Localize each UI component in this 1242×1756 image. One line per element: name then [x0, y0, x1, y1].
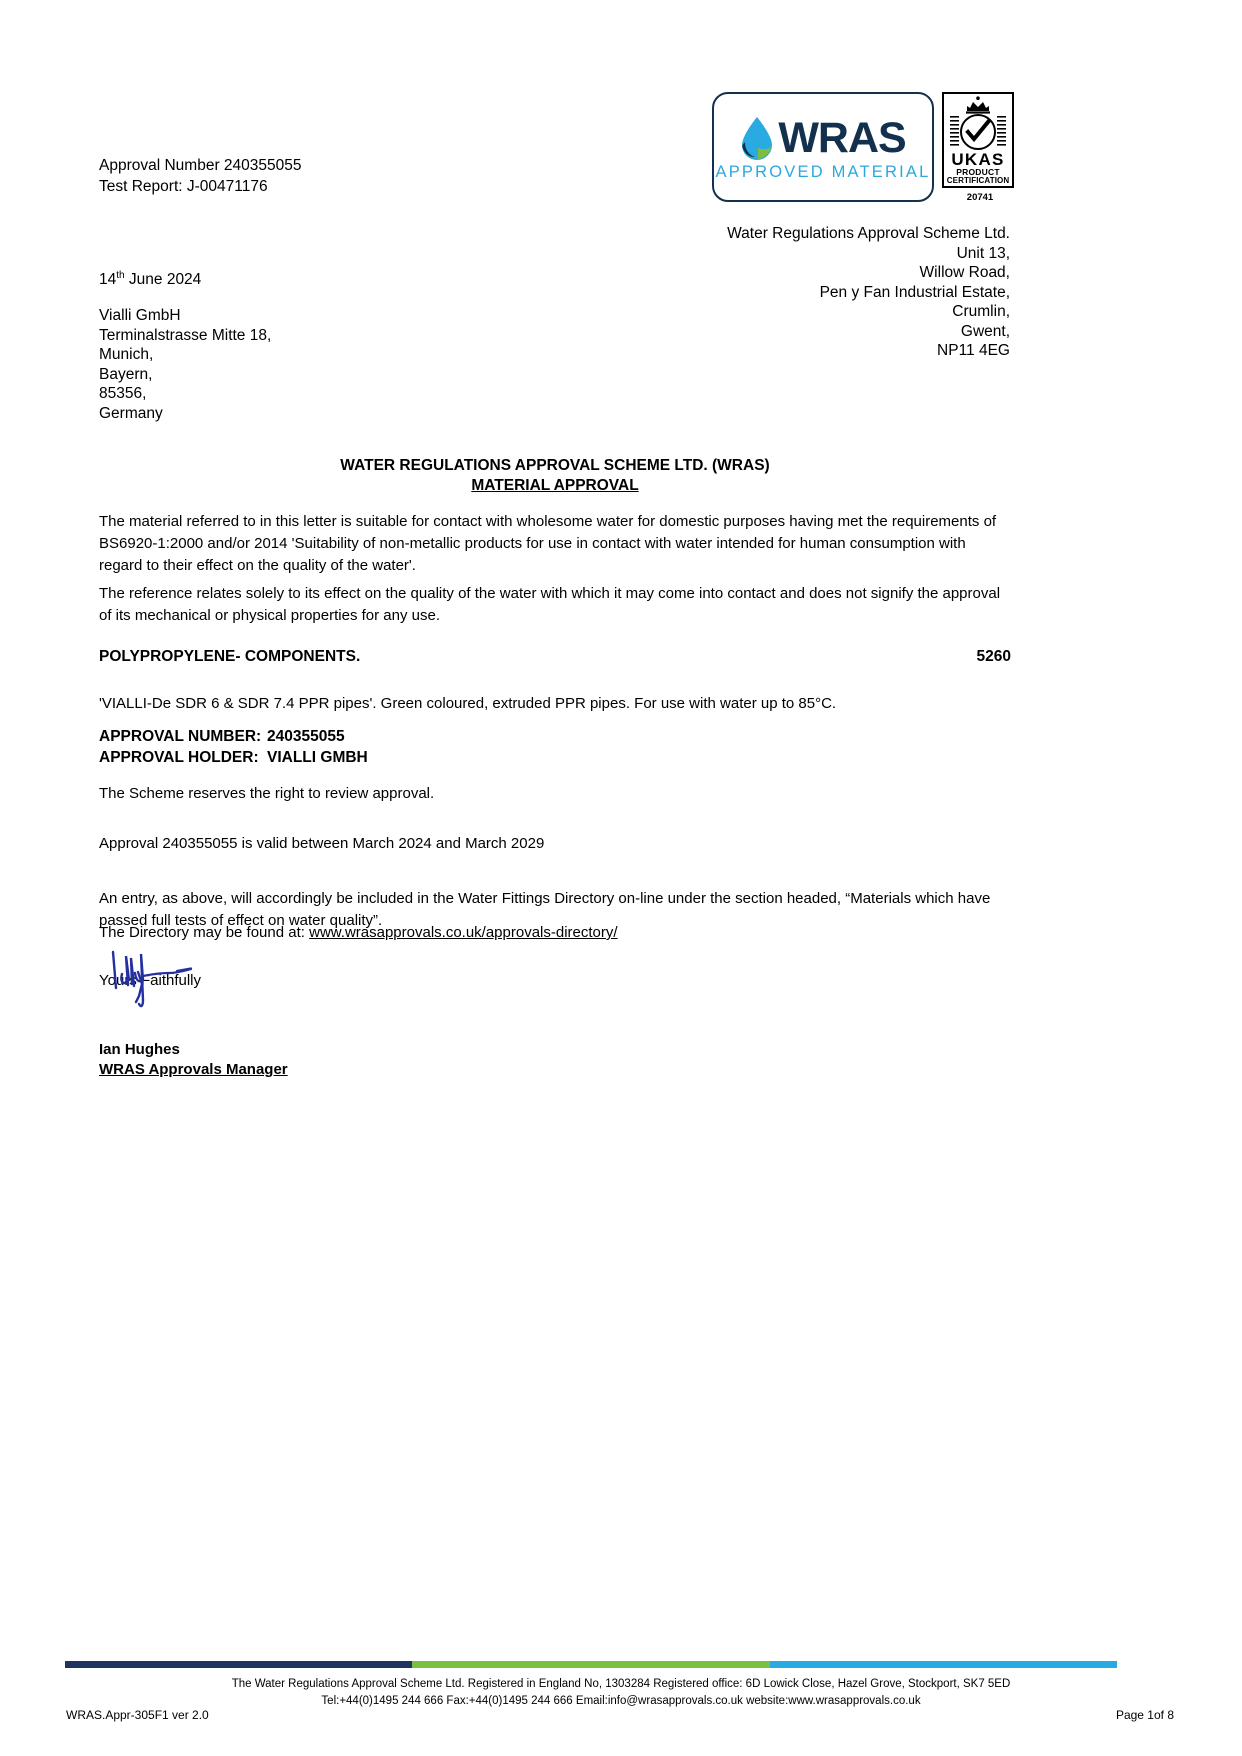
- directory-url-prefix: The Directory may be found at:: [99, 924, 310, 941]
- product-code: 5260: [976, 648, 1011, 665]
- title-line-material-approval: MATERIAL APPROVAL: [471, 476, 639, 494]
- approval-holder-row: [99, 748, 368, 769]
- recipient-address-line: Terminalstrasse Mitte 18,: [99, 326, 272, 344]
- wras-approved-material-logo: [712, 92, 934, 202]
- right-ticks-icon: [997, 115, 1006, 149]
- document-title: [99, 456, 1011, 495]
- letter-date: [99, 270, 201, 289]
- footer-company-details: [160, 1676, 1082, 1710]
- crown-icon: [958, 96, 998, 114]
- sender-address-line: Water Regulations Approval Scheme Ltd.: [727, 225, 1010, 242]
- footer-bar-segment-navy: [65, 1661, 412, 1668]
- ukas-line-product: PRODUCT: [956, 167, 1000, 177]
- sender-address-line: Willow Road,: [919, 264, 1010, 281]
- certification-logos: [712, 92, 1014, 202]
- sender-address-line: Crumlin,: [952, 303, 1010, 320]
- checkmark-icon: [965, 119, 991, 145]
- ukas-wordmark: UKAS: [951, 150, 1005, 169]
- sender-address-line: NP11 4EG: [937, 342, 1010, 359]
- left-ticks-icon: [950, 115, 959, 149]
- paragraph-reference-scope: The reference relates solely to its effect on the quality of the water with which it may come into contact and does not signify the approval of its mechanical or physical properties for any use.: [99, 585, 1001, 624]
- paragraph-directory-entry: An entry, as above, will accordingly be included in the Water Fittings Directory on-line under the section headed, “Materials which have passed full tests of effect on water quality”.: [99, 890, 991, 929]
- test-report-line: Test Report: J-00471176: [99, 178, 268, 195]
- recipient-address-line: Germany: [99, 404, 163, 422]
- signatory-role: WRAS Approvals Manager: [99, 1061, 288, 1078]
- ukas-tick-circle: [960, 114, 996, 150]
- footer-color-bar: [65, 1661, 1117, 1668]
- footer-bar-segment-blue: [770, 1661, 1117, 1668]
- product-heading: POLYPROPYLENE- COMPONENTS.: [99, 648, 361, 665]
- approval-number-value: 240355055: [267, 728, 345, 745]
- recipient-address-line: Vialli GmbH: [99, 307, 181, 324]
- sign-off: Yours Faithfully: [99, 972, 201, 989]
- directory-url-link[interactable]: www.wrasapprovals.co.uk/approvals-directory/: [309, 924, 618, 941]
- paragraph-suitability: The material referred to in this letter is suitable for contact with wholesome water for domestic purposes having met the requirements of BS6920-1:2000 and/or 2014 'Suitability of non-metallic products for use in contact with water intended for human consumption with regard to their effect on the quality of the water'.: [99, 513, 997, 574]
- title-line-scheme: WATER REGULATIONS APPROVAL SCHEME LTD. (WRAS): [340, 457, 770, 474]
- sender-address: [614, 224, 1010, 361]
- directory-url-line: [99, 922, 1011, 944]
- ukas-accreditation-number: 20741: [966, 192, 994, 203]
- approval-number-row: [99, 727, 368, 748]
- ukas-mark-row: [944, 114, 1012, 150]
- signatory-block: [99, 1040, 288, 1080]
- footer-contact-line: Tel:+44(0)1495 244 666 Fax:+44(0)1495 244 666 Email:info@wrasapprovals.co.uk website:www.wrasapprovals.co.uk: [321, 1695, 921, 1707]
- handwritten-signature: [105, 940, 225, 1020]
- approval-number-line: Approval Number 240355055: [99, 157, 302, 174]
- footer-form-reference: WRAS.Appr-305F1 ver 2.0: [66, 1708, 209, 1722]
- sender-address-line: Pen y Fan Industrial Estate,: [819, 283, 1010, 301]
- approval-holder-label: APPROVAL HOLDER:: [99, 748, 259, 766]
- review-right-line: The Scheme reserves the right to review approval.: [99, 785, 435, 802]
- date-month-year: June 2024: [124, 271, 202, 289]
- wras-subtitle: APPROVED MATERIAL: [715, 163, 931, 181]
- footer-page-number: Page 1of 8: [1115, 1708, 1174, 1722]
- validity-line: Approval 240355055 is valid between March 2024 and March 2029: [99, 835, 545, 852]
- water-drop-icon: [740, 116, 774, 160]
- sender-address-line: Unit 13,: [956, 244, 1010, 262]
- recipient-address-line: Munich,: [99, 346, 154, 363]
- wras-wordmark: WRAS: [778, 113, 906, 162]
- product-heading-row: [99, 648, 1011, 666]
- recipient-address: [99, 306, 271, 423]
- approval-reference-block: [99, 155, 302, 197]
- ukas-line-certification: CERTIFICATION: [946, 175, 1010, 185]
- recipient-address-line: Bayern,: [99, 365, 153, 383]
- footer-bar-segment-green: [412, 1661, 770, 1668]
- approval-details: [99, 727, 368, 768]
- recipient-address-line: 85356,: [99, 385, 147, 402]
- date-ordinal-suffix: th: [116, 270, 125, 281]
- date-day: 14: [99, 271, 117, 289]
- signatory-name: Ian Hughes: [99, 1041, 180, 1058]
- ukas-product-certification-logo: [942, 92, 1014, 203]
- footer-registration-line: The Water Regulations Approval Scheme Ltd. Registered in England No, 1303284 Registered office: 6D Lowick Close, Hazel Grove, Stockport, SK7 5ED: [231, 1678, 1011, 1690]
- sender-address-line: Gwent,: [960, 322, 1010, 340]
- approval-holder-value: VIALLI GMBH: [267, 748, 368, 766]
- wras-logo-top-row: [740, 113, 906, 162]
- approval-number-label: APPROVAL NUMBER:: [99, 728, 262, 745]
- product-description: 'VIALLI-De SDR 6 & SDR 7.4 PPR pipes'. Green coloured, extruded PPR pipes. For use with water up to 85°C.: [99, 695, 837, 712]
